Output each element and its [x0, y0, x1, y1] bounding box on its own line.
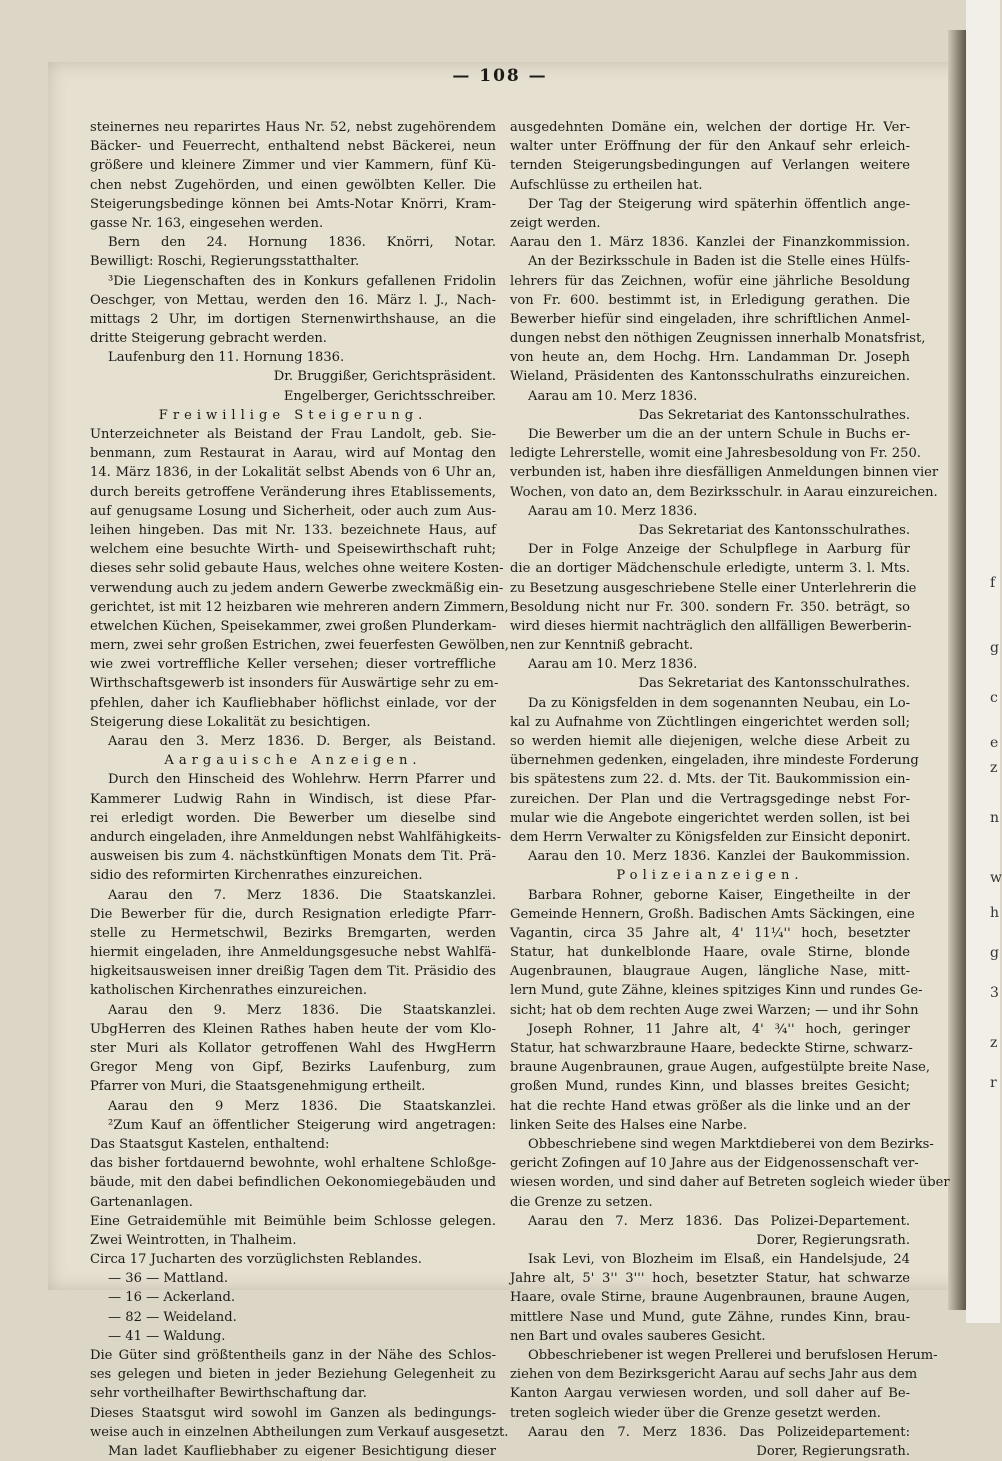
text-line-content: auf genugsame Losung und Sicherheit, oder auch zum Aus-: [90, 503, 496, 519]
text-line: [90, 981, 496, 1000]
text-line-content: Zwei Weintrotten, in Thalheim.: [90, 1232, 297, 1248]
text-line: [510, 943, 910, 962]
text-line-content: Aarau den 9 Merz 1836. Die Staatskanzlei.: [108, 1098, 496, 1114]
text-line-content: Aarau am 10. Merz 1836.: [528, 388, 698, 404]
text-line: [510, 1384, 910, 1403]
text-line: [90, 809, 496, 828]
text-line-content: Kammerer Ludwig Rahn in Windisch, ist diese Pfar-: [90, 791, 496, 807]
text-line-content: ledigte Lehrerstelle, womit eine Jahresbesoldung von Fr. 250.: [510, 446, 921, 462]
text-line-content: großen Mund, rundes Kinn, und blasses breites Gesicht;: [510, 1079, 910, 1095]
text-line-content: Haare, ovale Stirne, braune Augenbraunen, braune Augen,: [510, 1290, 910, 1306]
text-line-content: Circa 17 Jucharten des vorzüglichsten Reblandes.: [90, 1252, 422, 1268]
text-line: [510, 770, 910, 789]
text-line-content: Laufenburg den 11. Hornung 1836.: [108, 350, 345, 366]
text-line: [90, 579, 504, 598]
text-line-content: Polizeianzeigen.: [616, 868, 804, 884]
text-line: [90, 905, 496, 924]
edge-text-fragment: f: [990, 575, 996, 591]
text-line: [90, 1212, 496, 1231]
text-line: [90, 425, 496, 444]
text-line: [510, 1308, 910, 1327]
text-line-content: Vagantin, circa 35 Jahre alt, 4' 11¼'' hoch, besetzter: [510, 925, 910, 941]
text-line: [510, 1097, 910, 1116]
text-line-content: mittags 2 Uhr, im dortigen Sternenwirthshause, an die: [90, 311, 496, 327]
text-line: [510, 713, 910, 732]
text-line-content: welchem eine besuchte Wirth- und Speisewirthschaft ruht;: [90, 542, 496, 558]
text-line-content: Da zu Königsfelden in dem sogenannten Neubau, ein Lo-: [528, 695, 910, 711]
text-line: [90, 943, 496, 962]
text-line-content: 14. März 1836, in der Lokalität selbst Abends von 6 Uhr an,: [90, 465, 496, 481]
text-line: [510, 1135, 934, 1154]
text-line: [510, 1058, 931, 1077]
text-line: [510, 310, 910, 329]
text-line: [510, 233, 910, 252]
text-line-content: Dorer, Regierungsrath.: [756, 1232, 910, 1248]
text-line-content: Das Staatsgut Kastelen, enthaltend:: [90, 1136, 330, 1152]
text-line: [510, 291, 910, 310]
text-line: [510, 694, 910, 713]
text-line-content: stelle zu Hermetschwil, Bezirks Bremgarten, werden: [90, 925, 496, 941]
text-line: [510, 1173, 950, 1192]
text-line-content: ausweisen bis zum 4. nächstkünftigen Monats dem Tit. Prä-: [90, 849, 496, 865]
text-line-content: treten sogleich wieder über die Grenze gesetzt werden.: [510, 1405, 881, 1421]
text-line: [90, 1346, 496, 1365]
text-line: [90, 502, 496, 521]
text-line: [90, 790, 496, 809]
text-line: [510, 1250, 910, 1269]
text-line-content: Aargauische Anzeigen.: [164, 753, 422, 769]
text-line-content: wird dieses hiermit nachträglich den allfälligen Bewerberin-: [510, 618, 912, 634]
text-line-content: Wieland, Präsidenten des Kantonsschulraths einzureichen.: [510, 369, 910, 385]
text-line: [90, 1039, 496, 1058]
text-line-content: dungen nebst den nöthigen Zeugnissen innerhalb Monatsfrist,: [510, 331, 926, 347]
text-line-content: zeigt werden.: [510, 215, 601, 231]
text-line: [510, 521, 910, 540]
text-line: [510, 176, 910, 195]
text-line-content: Aufschlüsse zu ertheilen hat.: [510, 177, 703, 193]
text-line: [510, 828, 910, 847]
text-line: [510, 1193, 910, 1212]
text-line: [510, 751, 919, 770]
text-line: [90, 1365, 496, 1384]
text-line-content: Statur, hat dunkelblonde Haare, ovale Stirne, blonde: [510, 945, 910, 961]
text-line-content: braune Augenbraunen, graue Augen, aufgestülpte breite Nase,: [510, 1060, 931, 1076]
text-line: [510, 483, 938, 502]
text-line: [90, 655, 496, 674]
text-line: [90, 1154, 496, 1173]
text-line-content: zu Besetzung ausgeschriebene Stelle einer Unterlehrerin die: [510, 580, 917, 596]
text-line-content: größere und kleinere Zimmer und vier Kammern, fünf Kü-: [90, 158, 496, 174]
text-line: [510, 1020, 910, 1039]
text-line: [90, 886, 496, 905]
left-column: [90, 118, 509, 1459]
text-line: [90, 732, 496, 751]
edge-text-fragment: z: [990, 760, 998, 776]
text-line-content: UbgHerren des Kleinen Rathes haben heute der vom Klo-: [90, 1021, 496, 1037]
text-line: [90, 387, 496, 406]
text-line-content: nen Bart und ovales sauberes Gesicht.: [510, 1328, 766, 1344]
text-line: [90, 233, 496, 252]
text-line-content: Freiwillige Steigerung.: [158, 407, 428, 423]
text-line-content: higkeitsausweisen inner dreißig Tagen dem Tit. Präsidio des: [90, 964, 496, 980]
text-line-content: Das Sekretariat des Kantonsschulrathes.: [638, 676, 910, 692]
text-line: [90, 1308, 496, 1327]
edge-text-fragment: 3: [990, 985, 999, 1001]
text-line-content: Gregor Meng von Gipf, Bezirks Laufenburg, zum: [90, 1060, 496, 1076]
text-line-content: — 36 — Mattland.: [108, 1271, 229, 1287]
text-line: [510, 425, 910, 444]
text-line-content: Gemeinde Hennern, Großh. Badischen Amts Säckingen, eine: [510, 906, 915, 922]
text-line: [90, 156, 496, 175]
text-line: [510, 1365, 918, 1384]
text-line: [510, 1212, 910, 1231]
text-line: [510, 1327, 910, 1346]
text-line-content: Aarau den 1. März 1836. Kanzlei der Finanzkommission.: [510, 235, 910, 251]
text-line-content: gericht Zofingen auf 10 Jahre aus der Eidgenossenschaft ver-: [510, 1156, 919, 1172]
text-line-content: linken Seite des Halses eine Narbe.: [510, 1117, 748, 1133]
text-line: [510, 502, 910, 521]
text-line-content: Aarau den 9. Merz 1836. Die Staatskanzlei.: [108, 1002, 496, 1018]
text-line-content: ³Die Liegenschaften des in Konkurs gefallenen Fridolin: [108, 273, 496, 289]
text-line: [90, 1269, 496, 1288]
text-line-content: Pfarrer von Muri, die Staatsgenehmigung ertheilt.: [90, 1079, 426, 1095]
text-line: [510, 214, 910, 233]
text-line-content: dritte Steigerung gebracht werden.: [90, 331, 327, 347]
text-line-content: Die Bewerber um die an der untern Schule in Buchs er-: [528, 427, 910, 442]
text-line-content: von Fr. 600. bestimmt ist, in Erledigung gerathen. Die: [510, 292, 910, 308]
text-line-content: übernehmen gedenken, eingeladen, ihre mindeste Forderung: [510, 753, 919, 769]
text-line-content: weise auch in einzelnen Abtheilungen zum Verkauf ausgesetzt.: [90, 1424, 509, 1440]
text-line-content: hiermit eingeladen, ihre Anmeldungsgesuche nebst Wahlfä-: [90, 945, 496, 961]
text-line-content: lern Mund, gute Zähne, kleines spitziges Kinn und rundes Ge-: [510, 983, 923, 999]
text-line: [510, 1346, 938, 1365]
text-line: [90, 348, 496, 367]
text-line: [510, 674, 910, 693]
text-line: [90, 751, 496, 770]
text-line-content: mern, zwei sehr großen Estrichen, zwei feuerfesten Gewölben,: [90, 638, 509, 654]
text-line: [90, 617, 496, 636]
text-line: [510, 118, 910, 137]
text-line-content: — 82 — Weideland.: [108, 1309, 237, 1325]
text-line-content: Der Tag der Steigerung wird späterhin öffentlich ange-: [528, 196, 910, 212]
text-line: [510, 732, 910, 751]
text-line: [90, 962, 496, 981]
text-line-content: Bewilligt: Roschi, Regierungsstatthalter.: [90, 254, 360, 270]
text-line: [510, 444, 921, 463]
text-line-content: Bewerber hiefür sind eingeladen, ihre schriftlichen Anmel-: [510, 311, 910, 327]
text-line: [510, 1039, 913, 1058]
text-line: [510, 1404, 910, 1423]
text-line-content: Isak Levi, von Blozheim im Elsaß, ein Handelsjude, 24: [528, 1252, 910, 1268]
text-line-content: von heute an, dem Hochg. Hrn. Landamman Dr. Joseph: [510, 350, 910, 366]
text-line-content: verbunden ist, haben ihre diesfälligen Anmeldungen binnen vier: [510, 465, 939, 481]
text-line: [90, 1097, 496, 1116]
text-line: [510, 847, 910, 866]
text-line-content: gasse Nr. 163, eingesehen werden.: [90, 215, 324, 231]
text-line: [90, 291, 496, 310]
text-line: [90, 1116, 496, 1135]
text-line: [510, 540, 910, 559]
text-line-content: bis spätestens zum 22. d. Mts. der Tit. Baukommission ein-: [510, 772, 910, 788]
text-line-content: Die Bewerber für die, durch Resignation erledigte Pfarr-: [90, 906, 496, 922]
text-line: [510, 156, 910, 175]
text-line: [510, 406, 910, 425]
text-line-content: Aarau am 10. Merz 1836.: [528, 657, 698, 673]
text-line: [510, 866, 910, 885]
text-line-content: sicht; hat ob dem rechten Auge zwei Warzen; — und ihr Sohn: [510, 1002, 919, 1018]
text-line: [90, 463, 496, 482]
text-line: [90, 770, 496, 789]
text-line: [90, 694, 496, 713]
edge-text-fragment: c: [990, 690, 998, 706]
edge-text-fragment: g: [990, 945, 999, 961]
text-line-content: Obbeschriebener ist wegen Prellerei und berufslosen Herum-: [528, 1348, 938, 1363]
text-line-content: Kanton Aargau verwiesen worden, und soll daher auf Be-: [510, 1386, 910, 1402]
text-line: [90, 674, 499, 693]
text-line-content: — 16 — Ackerland.: [108, 1290, 236, 1306]
text-line-content: walter unter Eröffnung der für den Ankauf sehr erleich-: [510, 139, 910, 155]
text-line-content: die Grenze zu setzen.: [510, 1194, 653, 1210]
text-line: [510, 195, 910, 214]
text-line-content: rei erledigt worden. Die Bewerber um dieselbe sind: [90, 810, 496, 826]
text-line: [510, 367, 910, 386]
text-line: [90, 214, 496, 233]
text-line: [510, 924, 910, 943]
text-line-content: Dieses Staatsgut wird sowohl im Ganzen als bedingungs-: [90, 1405, 496, 1421]
text-line-content: andurch eingeladen, ihre Anmeldungen nebst Wahlfähigkeits-: [90, 829, 502, 845]
text-line-content: Jahre alt, 5' 3'' 3''' hoch, besetzter Statur, hat schwarze: [510, 1271, 910, 1287]
text-line: [510, 387, 910, 406]
text-line-content: Steigerungsbedinge können bei Amts-Notar Knörri, Kram-: [90, 196, 496, 212]
text-line-content: Steigerung diese Lokalität zu besichtigen.: [90, 714, 371, 730]
text-line: [510, 886, 910, 905]
text-line-content: kal zu Aufnahme von Züchtlingen eingerichtet werden soll;: [510, 714, 910, 730]
text-line: [510, 348, 910, 367]
text-line: [90, 1250, 496, 1269]
text-line: [510, 905, 915, 924]
text-line: [90, 1020, 496, 1039]
edge-text-fragment: e: [990, 735, 999, 751]
text-line-content: Aarau den 7. Merz 1836. Das Polizeidepartement:: [528, 1424, 910, 1440]
text-line-content: ²Zum Kauf an öffentlicher Steigerung wird angetragen:: [108, 1117, 496, 1133]
text-line: [510, 1231, 910, 1250]
text-line: [90, 483, 496, 502]
text-line: [90, 1193, 496, 1212]
text-line-content: leihen hingeben. Das mit Nr. 133. bezeichnete Haus, auf: [90, 522, 496, 538]
text-line: [510, 1288, 910, 1307]
text-line-content: Wochen, von dato an, dem Bezirksschulr. in Aarau einzureichen.: [510, 484, 938, 500]
text-line-content: Bern den 24. Hornung 1836. Knörri, Notar.: [108, 235, 496, 251]
text-line: [90, 329, 496, 348]
text-line-content: verwendung auch zu jedem andern Gewerbe zweckmäßig ein-: [90, 580, 504, 596]
edge-text-fragment: g: [990, 640, 999, 656]
text-line-content: Augenbraunen, blaugraue Augen, längliche Nase, mitt-: [510, 964, 910, 980]
text-line-content: so werden hiemit alle diejenigen, welche diese Arbeit zu: [510, 734, 910, 749]
edge-text-fragment: r: [990, 1075, 997, 1091]
edge-text-fragment: w: [990, 870, 1002, 886]
text-line: [90, 1384, 496, 1403]
text-line-content: ster Muri als Kollator getroffenen Wahl des HwgHerrn: [90, 1041, 496, 1056]
text-line: [510, 329, 926, 348]
text-line: [90, 713, 496, 732]
text-line-content: Das Sekretariat des Kantonsschulrathes.: [638, 407, 910, 423]
text-line: [90, 310, 496, 329]
text-line-content: Oeschger, von Mettau, werden den 16. März l. J., Nach-: [90, 292, 496, 308]
text-line-content: dieses sehr solid gebaute Haus, welches ohne weitere Kosten-: [90, 561, 504, 577]
text-line-content: Das Sekretariat des Kantonsschulrathes.: [638, 522, 910, 538]
text-line-content: Aarau den 10. Merz 1836. Kanzlei der Baukommission.: [528, 849, 910, 865]
text-line-content: Dorer, Regierungsrath.: [756, 1443, 910, 1459]
text-line: [510, 790, 910, 809]
text-line-content: ternden Steigerungsbedingungen auf Verlangen weitere: [510, 158, 910, 174]
text-line: [90, 847, 496, 866]
text-line: [90, 195, 496, 214]
text-line-content: das bisher fortdauernd bewohnte, wohl erhaltene Schloßge-: [90, 1156, 496, 1172]
text-line-content: benmann, zum Restaurat in Aarau, wird auf Montag den: [90, 446, 496, 462]
text-line: [510, 598, 910, 617]
text-line-content: Aarau am 10. Merz 1836.: [528, 503, 698, 519]
text-line: [90, 406, 496, 425]
text-line-content: nen zur Kenntniß gebracht.: [510, 638, 694, 654]
text-line-content: Man ladet Kaufliebhaber zu eigener Besichtigung dieser: [108, 1443, 496, 1459]
text-line: [90, 1001, 496, 1020]
text-line: [510, 1001, 919, 1020]
text-line-content: ses gelegen und bieten in jeder Beziehung Gelegenheit zu: [90, 1367, 496, 1383]
text-line: [510, 1442, 910, 1461]
text-line-content: Aarau den 7. Merz 1836. Das Polizei-Departement.: [528, 1213, 910, 1229]
text-line-content: Unterzeichneter als Beistand der Frau Landolt, geb. Sie-: [90, 427, 496, 442]
text-line: [510, 1116, 910, 1135]
text-line: [510, 809, 910, 828]
text-line: [510, 463, 939, 482]
text-line-content: katholischen Kirchenrathes einzureichen.: [90, 983, 368, 999]
text-line-content: chen nebst Zugehörden, und einen gewölbten Keller. Die: [90, 177, 496, 193]
text-line: [90, 924, 496, 943]
text-line: [90, 118, 496, 137]
text-line-content: etwelchen Küchen, Speisekammer, zwei großen Plunderkam-: [90, 618, 497, 634]
text-line-content: sidio des reformirten Kirchenrathes einzureichen.: [90, 868, 423, 884]
text-line-content: die an dortiger Mädchenschule erledigte, unterm 3. l. Mts.: [510, 561, 910, 577]
edge-text-fragment: n: [990, 810, 1000, 826]
text-line-content: sehr vortheilhafter Bewirthschaftung dar.: [90, 1386, 367, 1402]
text-line: [510, 962, 910, 981]
text-line: [90, 559, 504, 578]
text-line-content: pfehlen, daher ich Kaufliebhaber höflichst einlade, vor der: [90, 695, 496, 711]
text-line: [90, 252, 496, 271]
text-line: [90, 540, 496, 559]
text-line: [90, 1442, 496, 1461]
book-spine-shadow: [948, 30, 966, 1310]
text-line: [510, 579, 917, 598]
text-line-content: Eine Getraidemühle mit Beimühle beim Schlosse gelegen.: [90, 1213, 496, 1229]
text-line: [90, 444, 496, 463]
text-line-content: Engelberger, Gerichtsschreiber.: [283, 388, 496, 404]
text-line: [510, 636, 910, 655]
text-line: [510, 1423, 910, 1442]
text-line-content: gerichtet, ist mit 12 heizbaren wie mehreren andern Zimmern,: [90, 599, 509, 615]
text-line: [90, 1077, 496, 1096]
text-line: [90, 137, 496, 156]
text-line-content: ausgedehnten Domäne ein, welchen der dortige Hr. Ver-: [510, 120, 910, 135]
text-line: [510, 137, 910, 156]
text-line: [510, 1077, 910, 1096]
text-line: [90, 1058, 496, 1077]
text-line: [90, 866, 496, 885]
text-line: [90, 176, 496, 195]
text-line: [510, 617, 910, 636]
right-column: [510, 118, 950, 1459]
text-line: [510, 1269, 910, 1288]
text-line: [90, 1423, 509, 1442]
text-line-content: mular wie die Angebote eingerichtet werden sollen, ist bei: [510, 810, 910, 826]
text-line: [510, 655, 910, 674]
text-line: [90, 1173, 496, 1192]
text-line-content: Die Güter sind größtentheils ganz in der Nähe des Schlos-: [90, 1348, 496, 1363]
text-line: [90, 636, 509, 655]
adjacent-page-edge: [966, 0, 1000, 1323]
text-line: [90, 1288, 496, 1307]
text-line-content: wie zwei vortreffliche Keller versehen; dieser vortreffliche: [90, 657, 496, 673]
text-line: [90, 598, 509, 617]
text-line: [510, 981, 923, 1000]
text-line-content: zureichen. Der Plan und die Vertragsgedinge nebst For-: [510, 791, 910, 807]
text-line: [90, 1327, 496, 1346]
text-line: [90, 1404, 496, 1423]
text-line-content: bäude, mit den dabei befindlichen Oekonomiegebäuden und: [90, 1175, 496, 1191]
text-line-content: Barbara Rohner, geborne Kaiser, Eingetheilte in der: [528, 887, 910, 903]
text-line-content: Obbeschriebene sind wegen Marktdieberei von dem Bezirks-: [528, 1136, 934, 1152]
text-line-content: Bäcker- und Feuerrecht, enthaltend nebst Bäckerei, neun: [90, 139, 496, 155]
text-line: [90, 272, 496, 291]
text-line-content: Dr. Bruggißer, Gerichtspräsident.: [273, 369, 496, 385]
text-line-content: Der in Folge Anzeige der Schulpflege in Aarburg für: [528, 542, 910, 558]
page-number: — 108 —: [452, 66, 548, 86]
text-line: [90, 1135, 496, 1154]
text-line-content: Durch den Hinscheid des Wohlehrw. Herrn Pfarrer und: [108, 772, 496, 788]
text-line-content: Aarau den 3. Merz 1836. D. Berger, als Beistand.: [108, 734, 496, 749]
text-line-content: Joseph Rohner, 11 Jahre alt, 4' ¾'' hoch, geringer: [528, 1021, 910, 1037]
text-line-content: steinernes neu reparirtes Haus Nr. 52, nebst zugehörendem: [90, 120, 496, 135]
text-line-content: — 41 — Waldung.: [108, 1328, 226, 1344]
text-line-content: Aarau den 7. Merz 1836. Die Staatskanzlei.: [108, 887, 496, 903]
text-line-content: lehrers für das Zeichnen, wofür eine jährliche Besoldung: [510, 273, 910, 289]
text-line-content: Statur, hat schwarzbraune Haare, bedeckte Stirne, schwarz-: [510, 1041, 913, 1056]
text-line: [90, 828, 502, 847]
text-line-content: dem Herrn Verwalter zu Königsfelden zur Einsicht deponirt.: [510, 829, 911, 845]
text-line: [510, 272, 910, 291]
text-line-content: mittlere Nase und Mund, gute Zähne, rundes Kinn, brau-: [510, 1309, 910, 1325]
text-line-content: Gartenanlagen.: [90, 1194, 193, 1210]
text-line-content: hat die rechte Hand etwas größer als die linke und an der: [510, 1098, 910, 1114]
text-line-content: wiesen worden, und sind daher auf Betreten sogleich wieder über: [510, 1175, 950, 1191]
text-line-content: Wirthschaftsgewerb ist insonders für Auswärtige sehr zu em-: [90, 676, 499, 692]
text-line-content: ziehen von dem Bezirksgericht Aarau auf sechs Jahr aus dem: [510, 1367, 918, 1383]
text-line: [510, 252, 910, 271]
text-line-content: An der Bezirksschule in Baden ist die Stelle eines Hülfs-: [528, 254, 910, 270]
text-line-content: durch bereits getroffene Veränderung ihres Etablissements,: [90, 484, 496, 500]
text-line: [510, 559, 910, 578]
text-line: [90, 521, 496, 540]
edge-text-fragment: z: [990, 1035, 998, 1051]
text-line-content: Besoldung nicht nur Fr. 300. sondern Fr. 350. beträgt, so: [510, 599, 910, 615]
text-line: [90, 367, 496, 386]
text-line: [90, 1231, 496, 1250]
text-line: [510, 1154, 919, 1173]
edge-text-fragment: h: [990, 905, 1000, 921]
